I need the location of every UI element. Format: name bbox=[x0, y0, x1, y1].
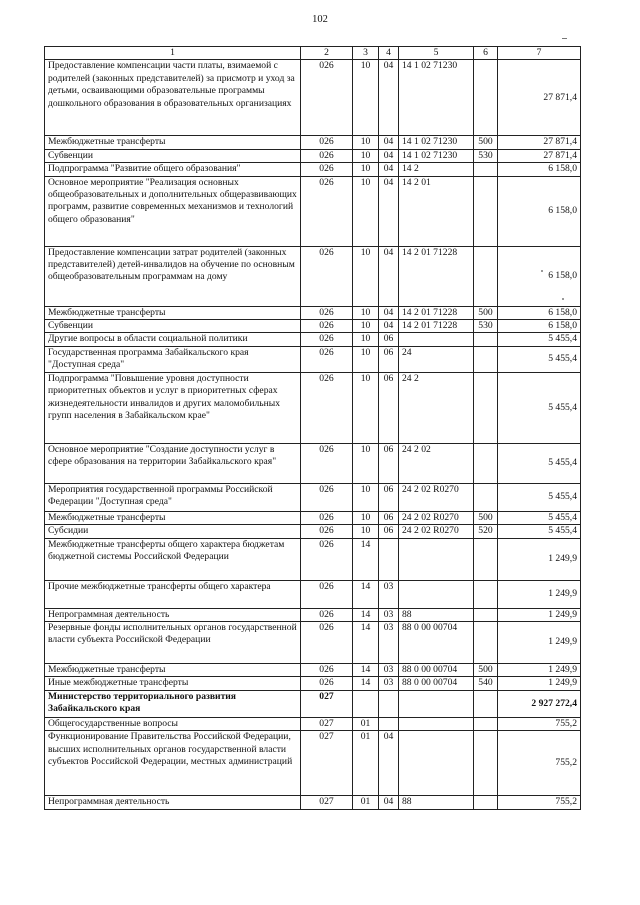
item-ministry-code: 026 bbox=[301, 246, 353, 306]
scan-mark bbox=[562, 38, 567, 39]
item-target-article bbox=[399, 690, 474, 717]
item-target-article bbox=[399, 333, 474, 346]
item-expense-type bbox=[474, 538, 498, 580]
item-name: Министерство территориального развития Забайкальского края bbox=[45, 690, 301, 717]
item-target-article bbox=[399, 731, 474, 796]
item-subsection: 06 bbox=[379, 346, 399, 372]
item-target-article: 24 2 bbox=[399, 372, 474, 443]
item-ministry-code: 026 bbox=[301, 580, 353, 608]
item-subsection: 04 bbox=[379, 796, 399, 809]
item-expense-type bbox=[474, 372, 498, 443]
item-name: Основное мероприятие "Реализация основных общеобразовательных и дополнительных общеразвивающих программ, развитие современных механизмов и технологий общего образования" bbox=[45, 176, 301, 246]
item-ministry-code: 026 bbox=[301, 306, 353, 319]
item-section: 14 bbox=[353, 608, 379, 621]
item-subsection: 03 bbox=[379, 664, 399, 677]
item-name: Межбюджетные трансферты общего характера бюджетам бюджетной системы Российской Федерации bbox=[45, 538, 301, 580]
item-ministry-code: 026 bbox=[301, 677, 353, 690]
item-amount: 1 249,9 bbox=[498, 677, 581, 690]
item-expense-type: 540 bbox=[474, 677, 498, 690]
item-amount: 6 158,0 bbox=[498, 176, 581, 246]
item-ministry-code: 026 bbox=[301, 372, 353, 443]
item-subsection: 06 bbox=[379, 443, 399, 483]
item-expense-type: 520 bbox=[474, 525, 498, 538]
item-name: Резервные фонды исполнительных органов государственной власти субъекта Российской Федерации bbox=[45, 622, 301, 664]
column-number: 5 bbox=[399, 47, 474, 60]
table-row bbox=[45, 690, 581, 717]
item-expense-type: 530 bbox=[474, 149, 498, 162]
table-row bbox=[45, 538, 581, 580]
page-number: 102 bbox=[312, 14, 328, 25]
item-ministry-code: 026 bbox=[301, 346, 353, 372]
item-section: 10 bbox=[353, 443, 379, 483]
item-name: Подпрограмма "Развитие общего образования" bbox=[45, 163, 301, 176]
item-ministry-code: 026 bbox=[301, 333, 353, 346]
item-subsection: 06 bbox=[379, 333, 399, 346]
item-section: 10 bbox=[353, 525, 379, 538]
item-ministry-code: 026 bbox=[301, 664, 353, 677]
item-name: Прочие межбюджетные трансферты общего характера bbox=[45, 580, 301, 608]
item-name: Непрограммная деятельность bbox=[45, 608, 301, 621]
table-row bbox=[45, 176, 581, 246]
item-subsection: 06 bbox=[379, 372, 399, 443]
item-amount: 5 455,4 bbox=[498, 333, 581, 346]
item-name: Иные межбюджетные трансферты bbox=[45, 677, 301, 690]
item-amount: 5 455,4 bbox=[498, 372, 581, 443]
item-ministry-code: 026 bbox=[301, 136, 353, 149]
item-expense-type bbox=[474, 346, 498, 372]
item-section: 10 bbox=[353, 163, 379, 176]
item-ministry-code: 026 bbox=[301, 163, 353, 176]
table-row bbox=[45, 246, 581, 306]
table-row bbox=[45, 677, 581, 690]
item-expense-type bbox=[474, 690, 498, 717]
item-target-article: 14 2 01 71228 bbox=[399, 246, 474, 306]
item-ministry-code: 026 bbox=[301, 622, 353, 664]
item-expense-type: 530 bbox=[474, 320, 498, 333]
item-name: Субвенции bbox=[45, 149, 301, 162]
item-name: Государственная программа Забайкальского края "Доступная среда" bbox=[45, 346, 301, 372]
item-ministry-code: 026 bbox=[301, 176, 353, 246]
item-amount: 6 158,0 bbox=[498, 320, 581, 333]
item-ministry-code: 026 bbox=[301, 538, 353, 580]
item-target-article: 14 1 02 71230 bbox=[399, 60, 474, 136]
item-target-article: 88 0 00 00704 bbox=[399, 664, 474, 677]
item-amount: 1 249,9 bbox=[498, 538, 581, 580]
table-row bbox=[45, 372, 581, 443]
item-section bbox=[353, 690, 379, 717]
table-row bbox=[45, 443, 581, 483]
budget-table bbox=[44, 46, 581, 810]
item-expense-type bbox=[474, 246, 498, 306]
item-name: Непрограммная деятельность bbox=[45, 796, 301, 809]
item-subsection: 04 bbox=[379, 246, 399, 306]
item-section: 14 bbox=[353, 677, 379, 690]
item-target-article: 88 0 00 00704 bbox=[399, 677, 474, 690]
table-row bbox=[45, 664, 581, 677]
item-expense-type bbox=[474, 163, 498, 176]
table-row bbox=[45, 60, 581, 136]
item-subsection: 03 bbox=[379, 677, 399, 690]
item-name: Мероприятия государственной программы Российской Федерации "Доступная среда" bbox=[45, 483, 301, 511]
item-subsection: 04 bbox=[379, 163, 399, 176]
item-section: 14 bbox=[353, 664, 379, 677]
item-target-article: 88 bbox=[399, 608, 474, 621]
item-ministry-code: 026 bbox=[301, 608, 353, 621]
item-expense-type bbox=[474, 731, 498, 796]
item-target-article: 14 2 bbox=[399, 163, 474, 176]
item-name: Предоставление компенсации части платы, взимаемой с родителей (законных представителей) за присмотр и уход за детьми, осваивающими образовательные программы дошкольного образования в образовательных организациях bbox=[45, 60, 301, 136]
item-expense-type bbox=[474, 796, 498, 809]
item-amount: 5 455,4 bbox=[498, 346, 581, 372]
item-ministry-code: 026 bbox=[301, 149, 353, 162]
item-section: 10 bbox=[353, 333, 379, 346]
item-target-article: 88 0 00 00704 bbox=[399, 622, 474, 664]
item-target-article: 24 2 02 R0270 bbox=[399, 525, 474, 538]
item-expense-type bbox=[474, 608, 498, 621]
table-row bbox=[45, 717, 581, 730]
table-row bbox=[45, 306, 581, 319]
item-target-article: 88 bbox=[399, 796, 474, 809]
item-expense-type: 500 bbox=[474, 511, 498, 524]
table-row bbox=[45, 320, 581, 333]
item-expense-type bbox=[474, 333, 498, 346]
table-row bbox=[45, 622, 581, 664]
item-name: Межбюджетные трансферты bbox=[45, 664, 301, 677]
item-amount: 27 871,4 bbox=[498, 60, 581, 136]
item-target-article: 24 2 02 bbox=[399, 443, 474, 483]
column-number-row bbox=[45, 47, 581, 60]
table-row bbox=[45, 731, 581, 796]
item-name: Межбюджетные трансферты bbox=[45, 136, 301, 149]
item-expense-type bbox=[474, 622, 498, 664]
item-ministry-code: 026 bbox=[301, 443, 353, 483]
item-expense-type bbox=[474, 717, 498, 730]
item-subsection bbox=[379, 717, 399, 730]
item-target-article: 14 1 02 71230 bbox=[399, 149, 474, 162]
item-target-article: 14 2 01 71228 bbox=[399, 320, 474, 333]
item-amount: 6 158,0 bbox=[498, 306, 581, 319]
item-subsection: 04 bbox=[379, 731, 399, 796]
item-name: Общегосударственные вопросы bbox=[45, 717, 301, 730]
item-expense-type bbox=[474, 176, 498, 246]
item-ministry-code: 026 bbox=[301, 60, 353, 136]
item-section: 10 bbox=[353, 483, 379, 511]
table-row bbox=[45, 346, 581, 372]
item-ministry-code: 026 bbox=[301, 511, 353, 524]
item-subsection: 04 bbox=[379, 176, 399, 246]
table-row bbox=[45, 149, 581, 162]
item-amount: 755,2 bbox=[498, 717, 581, 730]
item-amount: 1 249,9 bbox=[498, 622, 581, 664]
item-ministry-code: 026 bbox=[301, 483, 353, 511]
item-section: 10 bbox=[353, 136, 379, 149]
item-section: 10 bbox=[353, 372, 379, 443]
item-subsection: 03 bbox=[379, 622, 399, 664]
item-subsection: 04 bbox=[379, 149, 399, 162]
item-section: 10 bbox=[353, 149, 379, 162]
item-ministry-code: 027 bbox=[301, 690, 353, 717]
item-expense-type: 500 bbox=[474, 306, 498, 319]
column-number: 2 bbox=[301, 47, 353, 60]
item-expense-type: 500 bbox=[474, 664, 498, 677]
item-amount: 5 455,4 bbox=[498, 443, 581, 483]
item-name: Подпрограмма "Повышение уровня доступности приоритетных объектов и услуг в приоритетных сферах жизнедеятельности инвалидов и других маломобильных групп населения в Забайкальском крае" bbox=[45, 372, 301, 443]
item-section: 10 bbox=[353, 306, 379, 319]
item-section: 14 bbox=[353, 580, 379, 608]
item-section: 10 bbox=[353, 320, 379, 333]
item-amount: 5 455,4 bbox=[498, 483, 581, 511]
table-row bbox=[45, 483, 581, 511]
item-target-article: 24 bbox=[399, 346, 474, 372]
item-section: 14 bbox=[353, 622, 379, 664]
item-section: 10 bbox=[353, 511, 379, 524]
item-name: Субвенции bbox=[45, 320, 301, 333]
item-subsection: 04 bbox=[379, 60, 399, 136]
item-section: 10 bbox=[353, 176, 379, 246]
item-amount: 755,2 bbox=[498, 731, 581, 796]
item-name: Межбюджетные трансферты bbox=[45, 511, 301, 524]
item-ministry-code: 027 bbox=[301, 796, 353, 809]
item-section: 10 bbox=[353, 60, 379, 136]
item-ministry-code: 027 bbox=[301, 717, 353, 730]
item-target-article bbox=[399, 580, 474, 608]
item-expense-type bbox=[474, 443, 498, 483]
item-amount: 2 927 272,4 bbox=[498, 690, 581, 717]
column-number: 4 bbox=[379, 47, 399, 60]
table-row bbox=[45, 796, 581, 809]
item-expense-type bbox=[474, 483, 498, 511]
table-row bbox=[45, 608, 581, 621]
column-number: 7 bbox=[498, 47, 581, 60]
item-target-article bbox=[399, 538, 474, 580]
table-row bbox=[45, 163, 581, 176]
item-subsection: 03 bbox=[379, 608, 399, 621]
item-target-article: 14 2 01 bbox=[399, 176, 474, 246]
item-amount: 5 455,4 bbox=[498, 511, 581, 524]
item-amount: 1 249,9 bbox=[498, 580, 581, 608]
item-target-article: 14 2 01 71228 bbox=[399, 306, 474, 319]
item-target-article: 24 2 02 R0270 bbox=[399, 483, 474, 511]
item-name: Функционирование Правительства Российской Федерации, высших исполнительных органов государственной власти субъектов Российской Федерации, местных администраций bbox=[45, 731, 301, 796]
item-amount: 1 249,9 bbox=[498, 664, 581, 677]
item-section: 01 bbox=[353, 796, 379, 809]
item-ministry-code: 026 bbox=[301, 525, 353, 538]
item-subsection: 04 bbox=[379, 320, 399, 333]
item-target-article bbox=[399, 717, 474, 730]
item-name: Другие вопросы в области социальной политики bbox=[45, 333, 301, 346]
item-subsection: 06 bbox=[379, 525, 399, 538]
item-section: 10 bbox=[353, 246, 379, 306]
item-subsection: 06 bbox=[379, 511, 399, 524]
item-amount: 6 158,0 bbox=[498, 246, 581, 306]
item-section: 01 bbox=[353, 731, 379, 796]
item-subsection bbox=[379, 690, 399, 717]
item-expense-type bbox=[474, 60, 498, 136]
item-target-article: 14 1 02 71230 bbox=[399, 136, 474, 149]
item-subsection bbox=[379, 538, 399, 580]
item-expense-type: 500 bbox=[474, 136, 498, 149]
item-amount: 755,2 bbox=[498, 796, 581, 809]
item-expense-type bbox=[474, 580, 498, 608]
item-section: 10 bbox=[353, 346, 379, 372]
item-section: 14 bbox=[353, 538, 379, 580]
item-name: Предоставление компенсации затрат родителей (законных представителей) детей-инвалидов на обучение по основным общеобразовательным программам на дому bbox=[45, 246, 301, 306]
table-row bbox=[45, 136, 581, 149]
item-amount: 6 158,0 bbox=[498, 163, 581, 176]
item-amount: 27 871,4 bbox=[498, 136, 581, 149]
table-row bbox=[45, 580, 581, 608]
item-target-article: 24 2 02 R0270 bbox=[399, 511, 474, 524]
item-section: 01 bbox=[353, 717, 379, 730]
item-name: Межбюджетные трансферты bbox=[45, 306, 301, 319]
item-amount: 27 871,4 bbox=[498, 149, 581, 162]
table-row bbox=[45, 511, 581, 524]
item-amount: 1 249,9 bbox=[498, 608, 581, 621]
item-name: Субсидии bbox=[45, 525, 301, 538]
column-number: 6 bbox=[474, 47, 498, 60]
item-ministry-code: 026 bbox=[301, 320, 353, 333]
item-ministry-code: 027 bbox=[301, 731, 353, 796]
item-subsection: 03 bbox=[379, 580, 399, 608]
table-row bbox=[45, 333, 581, 346]
table-row bbox=[45, 525, 581, 538]
item-subsection: 06 bbox=[379, 483, 399, 511]
column-number: 1 bbox=[45, 47, 301, 60]
item-amount: 5 455,4 bbox=[498, 525, 581, 538]
item-name: Основное мероприятие "Создание доступности услуг в сфере образования на территории Забайкальского края" bbox=[45, 443, 301, 483]
item-subsection: 04 bbox=[379, 306, 399, 319]
column-number: 3 bbox=[353, 47, 379, 60]
item-subsection: 04 bbox=[379, 136, 399, 149]
